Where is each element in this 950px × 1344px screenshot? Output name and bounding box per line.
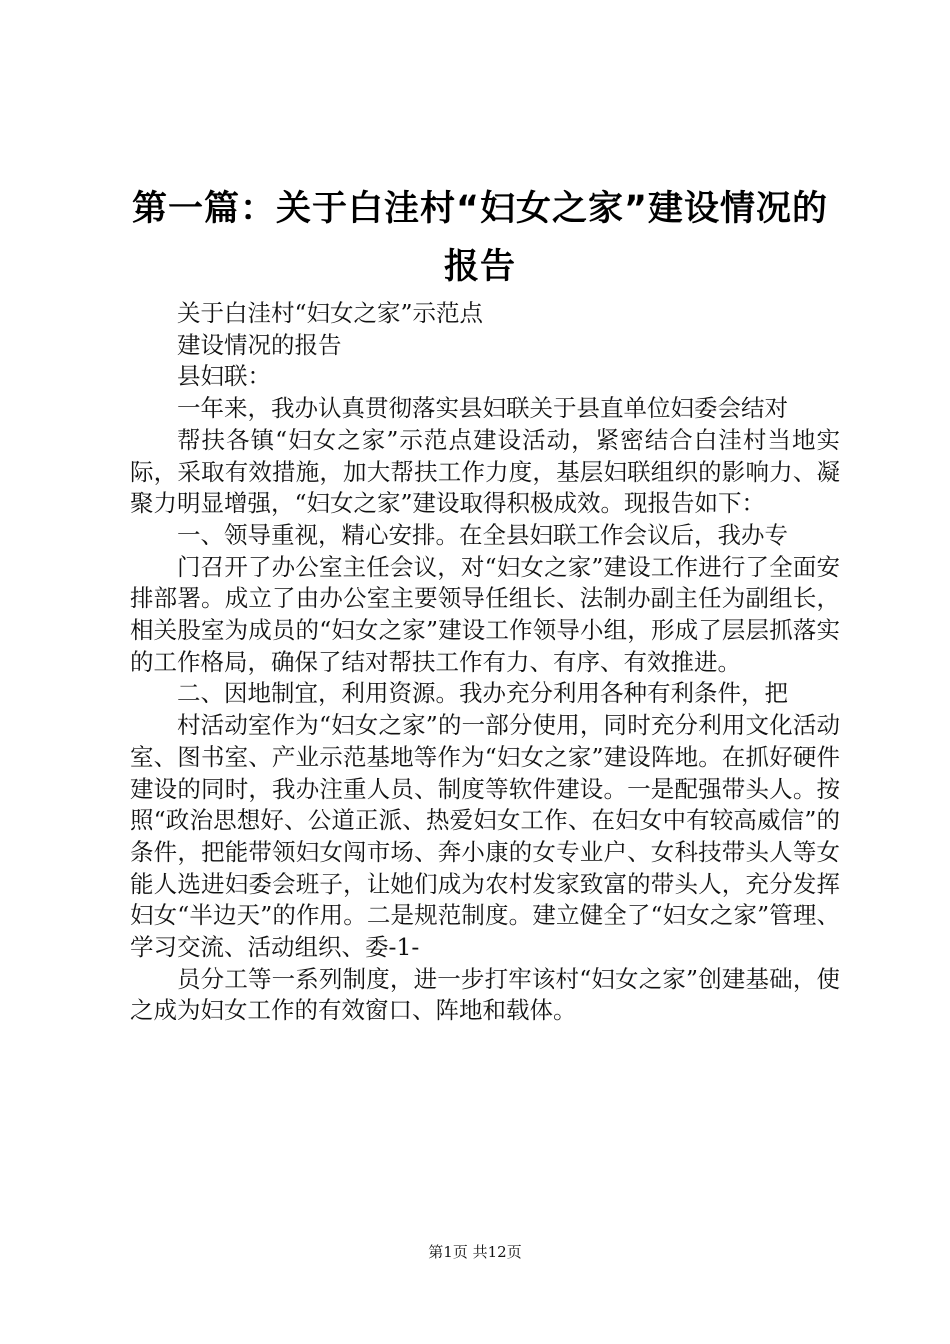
- paragraph: 建设情况的报告: [177, 330, 342, 359]
- document-title: [100, 180, 860, 296]
- document-body: [130, 298, 840, 1027]
- title-line-1: 第一篇：关于白洼村“妇女之家”建设情况的: [131, 189, 828, 229]
- title-line-2: 报告: [443, 247, 516, 287]
- paragraph: 一年来，我办认真贯彻落实县妇联关于县直单位妇委会结对: [177, 394, 788, 423]
- paragraph: 一、领导重视，精心安排。在全县妇联工作会议后，我办专: [177, 520, 788, 549]
- paragraph: 关于白洼村“妇女之家”示范点: [177, 299, 484, 327]
- paragraph: 门召开了办公室主任会议，对“妇女之家”建设工作进行了全面安排部署。成立了由办公室主要领导任组长、法制办副主任为副组长，相关股室为成员的“妇女之家”建设工作领导小组，形成了层层抓落实的工作格局，确保了结对帮扶工作有力、有序、有效推进。: [130, 552, 840, 676]
- paragraph: 二、因地制宜，利用资源。我办充分利用各种有利条件，把: [177, 679, 788, 708]
- paragraph: 县妇联：: [177, 362, 271, 391]
- paragraph: 村活动室作为“妇女之家”的一部分使用，同时充分利用文化活动室、图书室、产业示范基地等作为“妇女之家”建设阵地。在抓好硬件建设的同时，我办注重人员、制度等软件建设。一是配强带头人。按照“政治思想好、公道正派、热爱妇女工作、在妇女中有较高威信”的条件，把能带领妇女闯市场、奔小康的女专业户、女科技带头人等女能人选进妇委会班子，让她们成为农村发家致富的带头人，充分发挥妇女“半边天”的作用。二是规范制度。建立健全了“妇女之家”管理、学习交流、活动组织、委-1-: [130, 711, 840, 962]
- page-number-footer: 第1页 共12页: [428, 1243, 522, 1261]
- paragraph: 员分工等一系列制度，进一步打牢该村“妇女之家”创建基础，使之成为妇女工作的有效窗口、阵地和载体。: [130, 964, 840, 1025]
- paragraph: 帮扶各镇“妇女之家”示范点建设活动，紧密结合白洼村当地实际，采取有效措施，加大帮扶工作力度，基层妇联组织的影响力、凝聚力明显增强，“妇女之家”建设取得积极成效。现报告如下：: [130, 425, 840, 518]
